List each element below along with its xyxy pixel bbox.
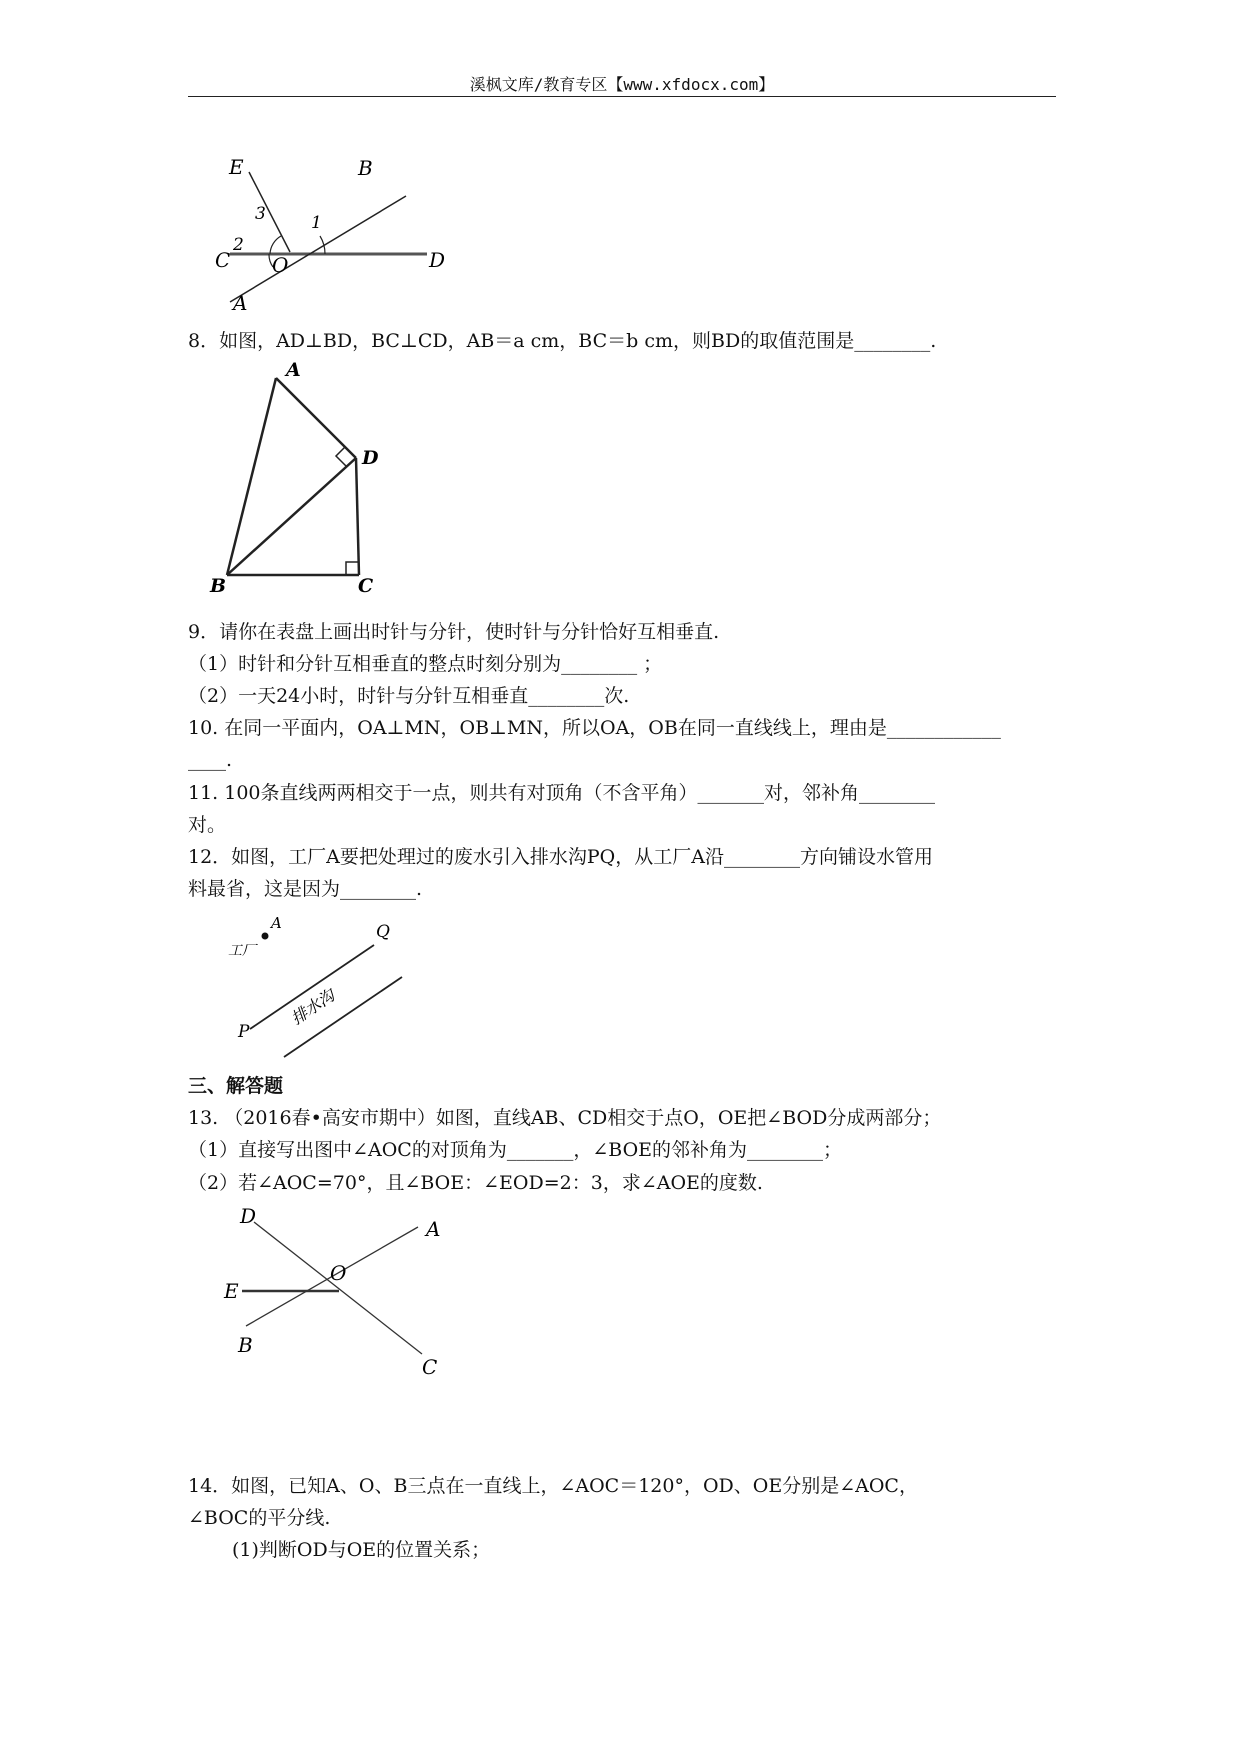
question-14-part-1: (1)判断OD与OE的位置关系；: [232, 1539, 491, 1561]
figure-angles-1: [215, 155, 455, 315]
label-factory: 工厂: [228, 943, 256, 959]
angle-arc-1: [320, 236, 325, 254]
label-c: C: [422, 1355, 438, 1377]
segment-ab: [227, 378, 276, 575]
label-a: A: [233, 291, 248, 315]
label-c: C: [215, 248, 231, 272]
question-9-part-1: （1）时针和分针互相垂直的整点时刻分别为________ ；: [188, 653, 663, 675]
label-q: Q: [376, 922, 390, 942]
label-angle-1: 1: [311, 213, 322, 233]
question-9-part-2: （2）一天24小时，时针与分针互相垂直________次.: [188, 685, 630, 707]
label-c: C: [358, 575, 374, 597]
page-header: 溪枫文库/教育专区【www.xfdocx.com】: [469, 75, 775, 94]
label-angle-3: 3: [255, 204, 266, 224]
figure-angles-2: [222, 1202, 442, 1377]
segment-ad: [276, 378, 356, 458]
question-13-part-2: （2）若∠AOC=70°，且∠BOE：∠EOD=2：3，求∠AOE的度数.: [188, 1172, 763, 1194]
figure-triangle: [198, 362, 398, 602]
label-a: A: [271, 915, 282, 932]
angle-arc-3: [270, 236, 281, 254]
label-e: E: [229, 155, 244, 179]
label-e: E: [224, 1279, 239, 1303]
header-divider: [188, 96, 1056, 97]
right-angle-mark-d: [336, 447, 346, 466]
question-12: 12．如图，工厂A要把处理过的废水引入排水沟PQ，从工厂A沿________方向铺设水管用: [188, 846, 933, 868]
question-14: 14．如图，已知A、O、B三点在一直线上，∠AOC＝120°，OD、OE分别是∠AOC，: [188, 1475, 918, 1497]
segment-bd: [227, 458, 356, 575]
section-title: 三、解答题: [188, 1075, 284, 1097]
label-b: B: [238, 1333, 253, 1357]
point-a: [262, 933, 269, 940]
question-8: 8．如图，AD⊥BD，BC⊥CD，AB＝a cm，BC＝b cm，则BD的取值范围是________.: [188, 330, 937, 352]
question-14-continued: ∠BOC的平分线.: [188, 1507, 331, 1529]
question-12-continued: 料最省，这是因为________.: [188, 878, 423, 900]
label-d: D: [362, 447, 379, 469]
label-b: B: [358, 156, 373, 180]
label-d: D: [240, 1204, 257, 1228]
segment-dc: [356, 458, 359, 575]
question-10: 10. 在同一平面内，OA⊥MN，OB⊥MN，所以OA，OB在同一直线线上，理由是____________: [188, 717, 1001, 739]
label-a: A: [426, 1217, 441, 1241]
label-ditch: 排水沟: [287, 985, 339, 1029]
label-p: P: [238, 1022, 250, 1042]
question-13: 13. （2016春•高安市期中）如图，直线AB、CD相交于点O，OE把∠BOD分成两部分；: [188, 1107, 942, 1129]
label-b: B: [210, 575, 227, 597]
label-a: A: [286, 362, 301, 381]
line-dc: [254, 1222, 422, 1354]
label-o: O: [330, 1261, 347, 1285]
right-angle-mark-c: [346, 562, 359, 575]
figure-drainage: [222, 915, 412, 1061]
label-d: D: [429, 248, 446, 272]
label-angle-2: 2: [233, 235, 244, 255]
label-o: O: [272, 253, 289, 277]
question-13-part-1: （1）直接写出图中∠AOC的对顶角为_______，∠BOE的邻补角为________；: [188, 1139, 843, 1161]
question-10-continued: ____.: [188, 749, 233, 771]
question-9: 9．请你在表盘上画出时针与分针，使时针与分针恰好互相垂直.: [188, 621, 720, 643]
question-11-continued: 对。: [188, 814, 227, 836]
question-11: 11. 100条直线两两相交于一点，则共有对顶角（不含平角）_______对，邻补角________: [188, 782, 936, 804]
